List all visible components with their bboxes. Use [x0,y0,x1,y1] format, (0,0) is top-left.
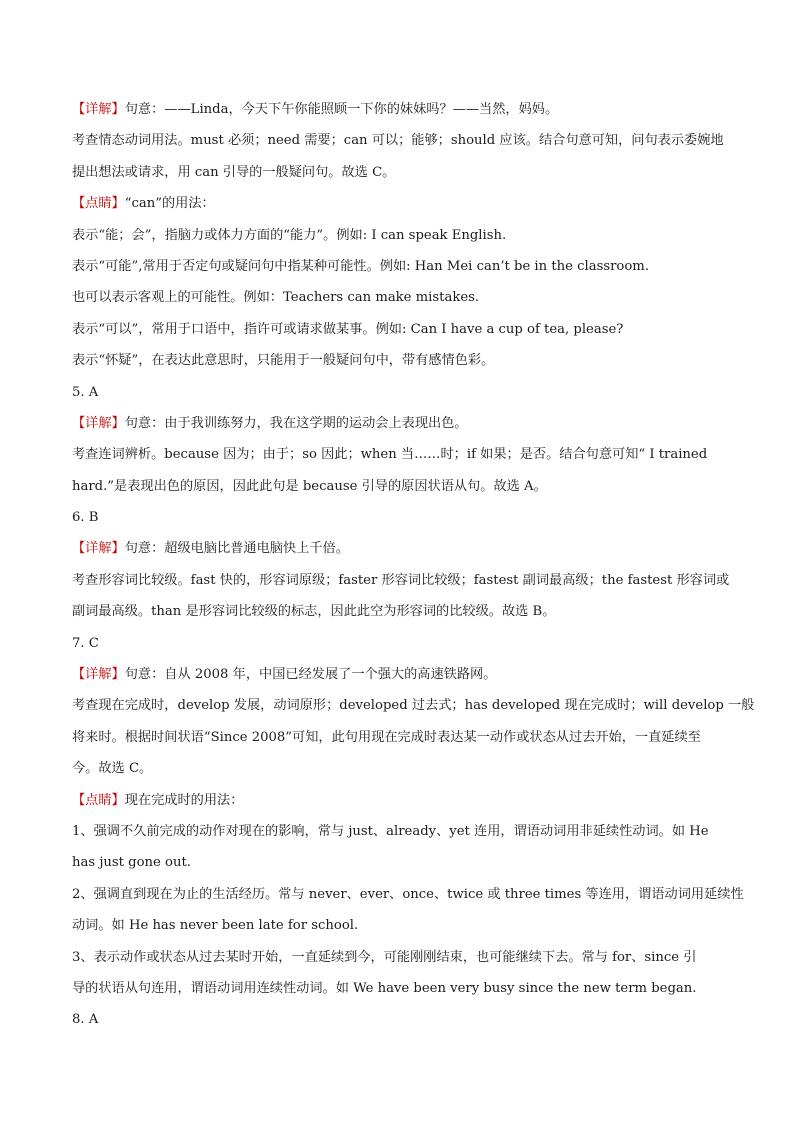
answer-explanation-text [72,94,755,1036]
labeled-line [72,188,732,219]
text-line: 动词。如 He has never been late for school. [72,918,359,934]
line-text: “can”的用法： [124,196,215,212]
text-line: 考查情态动词用法。must 必须；need 需要；can 可以；能够；should 应该。结合句意可知，问句表示委婉地 [72,133,724,149]
section-tag: 【点睛】 [72,196,125,212]
section-tag: 【详解】 [72,102,125,117]
line-text: 句意：由于我训练努力，我在这学期的运动会上表现出色。 [124,415,468,431]
labeled-line [72,785,732,816]
question-answer-number: 8. A [72,1012,99,1028]
text-line: 将来时。根据时间状语“Since 2008”可知，此句用现在完成时表达某一动作或状态从过去开始，一直延续至 [72,729,701,745]
text-line: 提出想法或请求，用 can 引导的一般疑问句。故选 C。 [72,164,396,180]
section-tag: 【详解】 [72,667,125,683]
text-line: has just gone out. [72,855,191,871]
question-answer-number: 6. B [72,510,99,526]
line-text: 现在完成时的用法： [124,792,244,808]
line-text: 句意：超级电脑比普通电脑快上千倍。 [124,541,349,557]
text-line: 表示“怀疑”，在表达此意思时，只能用于一般疑问句中，带有感情色彩。 [72,353,495,369]
text-line: 导的状语从句连用，谓语动词用连续性动词。如 We have been very busy since the new term began. [72,980,697,996]
labeled-line [72,408,732,439]
labeled-line [72,659,732,690]
text-line: 1、强调不久前完成的动作对现在的影响，常与 just、already、yet 连用，谓语动词用非延续性动词。如 He [72,823,709,839]
text-line: 今。故选 C。 [72,761,153,777]
text-line: 3、表示动作或状态从过去某时开始，一直延续到今，可能刚刚结束，也可能继续下去。常与 for、since 引 [72,949,697,965]
section-tag: 【详解】 [72,541,125,557]
labeled-line [72,533,732,564]
text-line: 表示“可能”,常用于否定句或疑问句中指某种可能性。例如: Han Mei can’t be in the classroom. [72,258,650,274]
text-line: 2、强调直到现在为止的生活经历。常与 never、ever、once、twice 或 three times 等连用，谓语动词用延续性 [72,886,744,902]
question-answer-number: 7. C [72,635,99,651]
labeled-line [72,94,732,125]
text-line: hard.”是表现出色的原因，因此此句是 because 引导的原因状语从句。故选 A。 [72,478,547,494]
line-text: 句意：自从 2008 年，中国已经发展了一个强大的高速铁路网。 [124,667,497,683]
section-tag: 【点睛】 [72,792,125,808]
text-line: 考查连词辨析。because 因为；由于；so 因此；when 当……时；if 如果；是否。结合句意可知“ I trained [72,447,708,463]
text-line: 也可以表示客观上的可能性。例如：Teachers can make mistakes. [72,290,480,306]
line-text: 句意：——Linda，今天下午你能照顾一下你的妹妹吗？——当然，妈妈。 [124,102,559,117]
text-line: 考查形容词比较级。fast 快的，形容词原级；faster 形容词比较级；fastest 副词最高级；the fastest 形容词或 [72,572,730,588]
question-answer-number: 5. A [72,384,99,400]
text-line: 考查现在完成时，develop 发展，动词原形；developed 过去式；has developed 现在完成时；will develop 一般 [72,698,755,714]
text-line: 表示“能；会”，指脑力或体力方面的“能力”。例如: I can speak English. [72,227,507,243]
section-tag: 【详解】 [72,415,125,431]
text-line: 副词最高级。than 是形容词比较级的标志，因此此空为形容词的比较级。故选 B。 [72,604,556,620]
text-line: 表示“可以”，常用于口语中，指许可或请求做某事。例如: Can I have a cup of tea, please? [72,321,624,337]
